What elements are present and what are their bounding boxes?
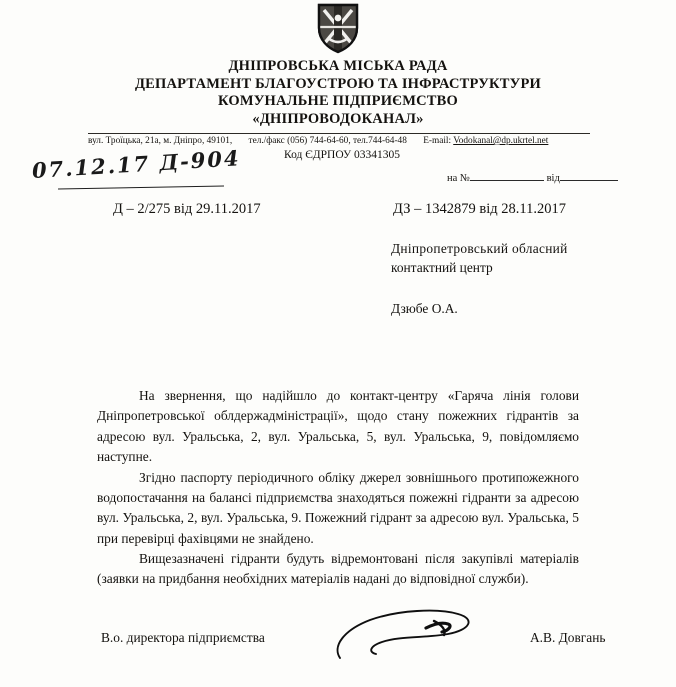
body-paragraph-2: Згідно паспорту періодичного обліку джерел зовнішнього протипожежного водопостачання на балансі підприємства знаходяться пожежні гідранти за адресою вул. Уральська, 2, вул. Уральська, 9. Пожежний гідрант за адресою вул. Уральська, 5 при перевірці фахівцями не знайдено. [97,469,579,546]
letterhead-line-department: ДЕПАРТАМЕНТ БЛАГОУСТРОЮ ТА ІНФРАСТРУКТУРИ [134,75,541,92]
addressee-organization-line1: Дніпропетровський обласний [391,241,568,256]
letterhead-line-enterprise-type: КОМУНАЛЬНЕ ПІДПРИЄМСТВО [218,93,458,110]
reply-reference-number-blank[interactable] [470,170,544,181]
letterhead-line-enterprise-name: «ДНІПРОВОДОКАНАЛ» [252,111,424,128]
letterhead [0,58,676,129]
body-paragraph-1: На звернення, що надійшло до контакт-центру «Гаряча лінія голови Дніпропетровської облдержадміністрації», щодо стану пожежних гідрантів за адресою вул. Уральська, 2, вул. Уральська, 5, вул. Уральська, 9, повідомляємо наступне. [97,388,579,465]
email-link[interactable]: Vodokanal@dp.ukrtel.net [453,136,549,146]
email-label: E-mail: [423,136,452,146]
outgoing-document-number: Д – 2/275 від 29.11.2017 [113,201,261,217]
reply-reference-vid-label: від [546,173,560,184]
edrpou-code: Код ЄДРПОУ 03341305 [283,149,401,161]
signatory-title: В.о. директора підприємства [101,630,265,645]
signature-row [0,630,676,686]
coat-of-arms-shield-icon [315,2,361,54]
addressee-block [391,239,653,318]
emblem-container [0,2,676,59]
handwritten-signature [330,606,520,668]
signatory-name: А.В. Довгань [530,630,606,645]
addressee-person: Дзюбе О.А. [391,300,458,316]
office-phones: тел./факс (056) 744-64-60, тел.744-64-48 [248,136,407,146]
body-paragraph-3: Вищезазначені гідранти будуть відремонтовані після закупівлі матеріалів (заявки на придбання необхідних матеріалів надані до відповідної служби). [97,551,579,587]
registration-stamp [31,145,272,194]
incoming-document-number: ДЗ – 1342879 від 28.11.2017 [393,201,566,217]
letterhead-divider [88,133,590,134]
letter-body [97,386,579,590]
registration-stamp-handwriting: 07.12.17 Д-904 [31,145,242,183]
office-address: вул. Троїцька, 21а, м. Дніпро, 49101, [88,136,233,146]
reply-reference-date-blank[interactable] [560,170,618,181]
reply-reference-na-label: на № [447,173,470,184]
registration-stamp-underline [58,186,224,190]
reply-reference-line [447,170,618,184]
addressee-organization-line2: контактний центр [391,260,493,276]
contacts-line [88,136,648,146]
letterhead-line-city-council: ДНІПРОВСЬКА МІСЬКА РАДА [228,58,448,74]
